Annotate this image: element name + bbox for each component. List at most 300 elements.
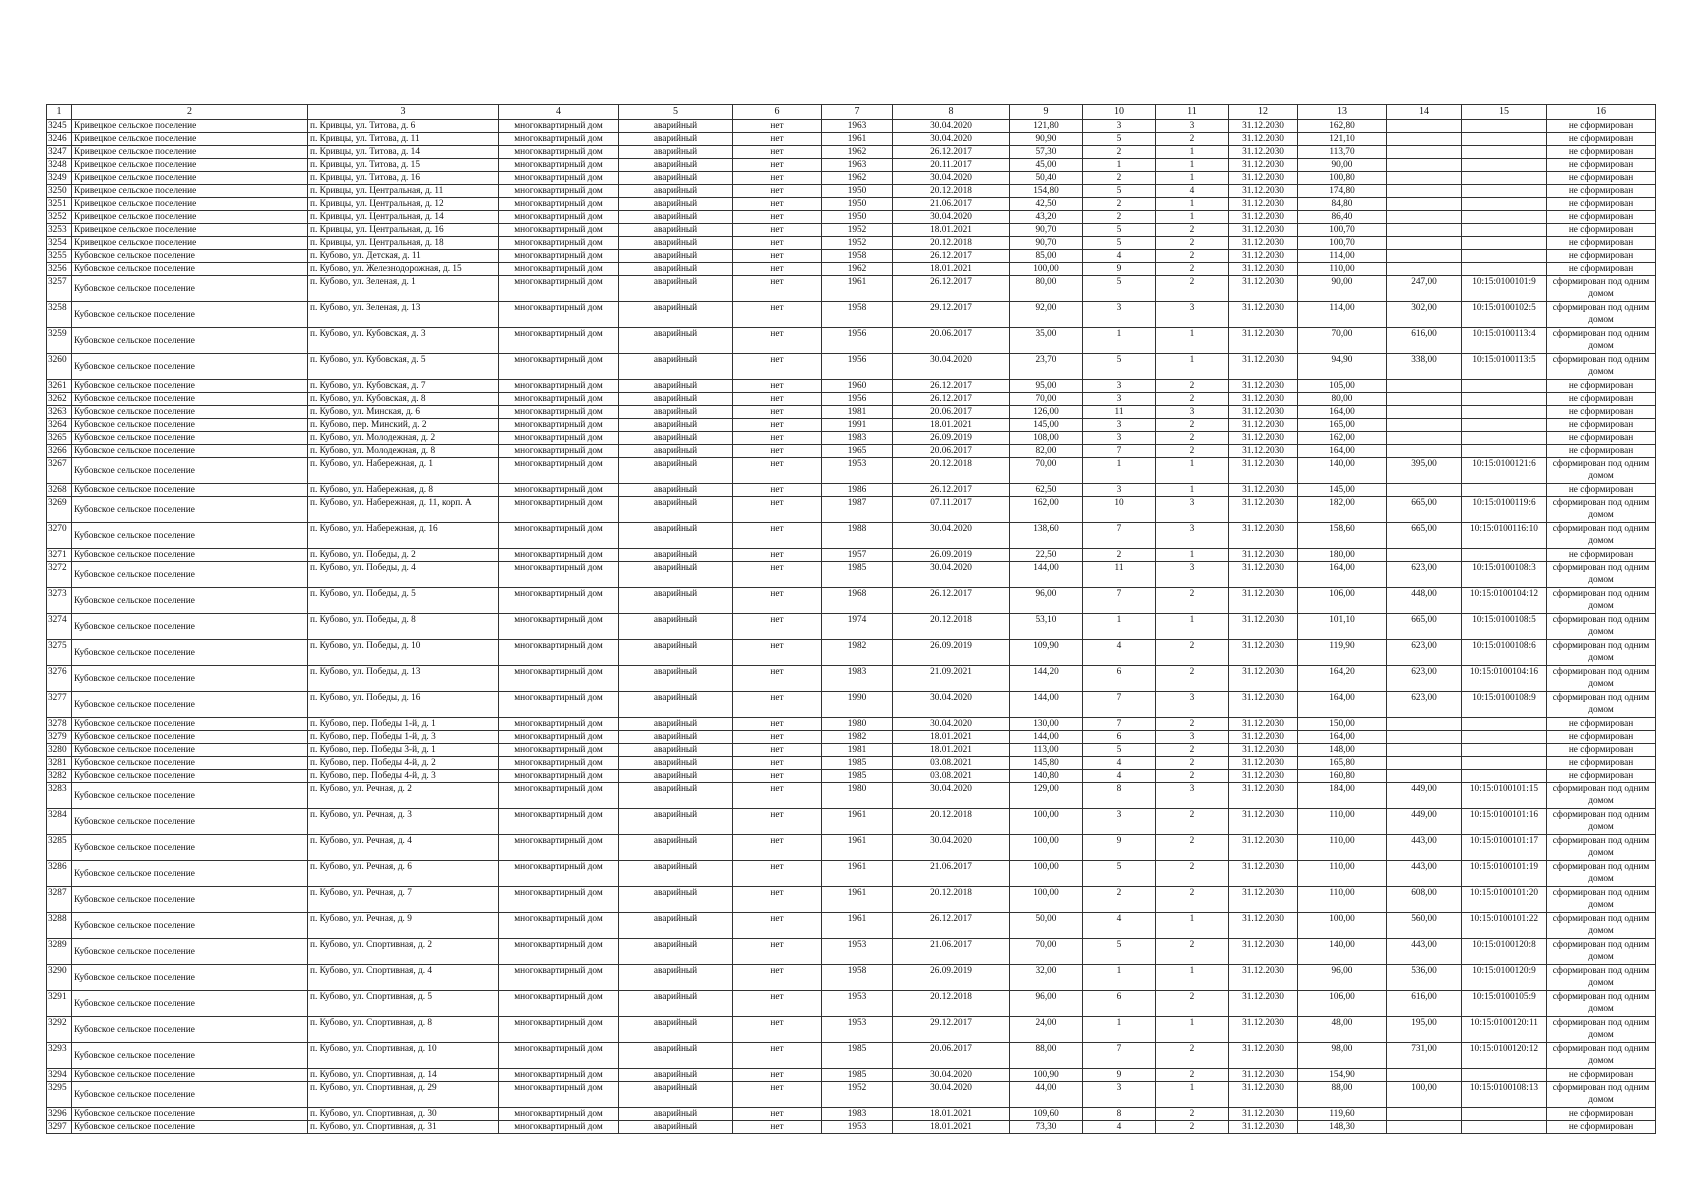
cell-building-type: многоквартирный дом [499, 380, 619, 393]
cell-condition: аварийный [619, 731, 733, 744]
cell-row-number: 3293 [47, 1043, 72, 1069]
cell-resettlement-deadline: 31.12.2030 [1229, 419, 1298, 432]
cell-address: п. Кубово, ул. Речная, д. 4 [308, 835, 499, 861]
cell-build-year: 1953 [822, 991, 893, 1017]
cell-residents: 2 [1083, 549, 1156, 562]
cell-row-number: 3289 [47, 939, 72, 965]
cell-apartments: 2 [1156, 1043, 1229, 1069]
cell-planned-area: 121,10 [1298, 133, 1387, 146]
cell-residents: 6 [1083, 666, 1156, 692]
cell-building-type: многоквартирный дом [499, 549, 619, 562]
cell-condition: аварийный [619, 1043, 733, 1069]
cell-apartments: 2 [1156, 380, 1229, 393]
cell-condition: аварийный [619, 757, 733, 770]
cell-planned-area: 113,70 [1298, 146, 1387, 159]
cell-building-type: многоквартирный дом [499, 731, 619, 744]
cell-emergency-flag: нет [733, 1017, 822, 1043]
cell-resettlement-deadline: 31.12.2030 [1229, 861, 1298, 887]
cell-condition: аварийный [619, 224, 733, 237]
cell-settlement: Кубовское сельское поселение [72, 939, 308, 965]
column-number-header-row [47, 105, 1656, 120]
cell-area: 42,50 [1010, 198, 1083, 211]
cell-building-type: многоквартирный дом [499, 835, 619, 861]
cell-planned-area: 101,10 [1298, 614, 1387, 640]
cell-address: п. Кубово, ул. Победы, д. 10 [308, 640, 499, 666]
cell-land-status: не сформирован [1547, 263, 1656, 276]
cell-emergency-flag: нет [733, 523, 822, 549]
cell-recognition-date: 26.09.2019 [893, 640, 1010, 666]
cell-cadastral-number [1462, 549, 1547, 562]
cell-recognition-date: 18.01.2021 [893, 224, 1010, 237]
cell-land-area [1387, 146, 1462, 159]
cell-row-number: 3297 [47, 1121, 72, 1134]
cell-condition: аварийный [619, 250, 733, 263]
cell-settlement: Кривецкое сельское поселение [72, 120, 308, 133]
cell-land-area [1387, 159, 1462, 172]
cell-area: 53,10 [1010, 614, 1083, 640]
cell-condition: аварийный [619, 1121, 733, 1134]
cell-resettlement-deadline: 31.12.2030 [1229, 1108, 1298, 1121]
cell-recognition-date: 26.09.2019 [893, 432, 1010, 445]
cell-apartments: 1 [1156, 458, 1229, 484]
cell-building-type: многоквартирный дом [499, 1017, 619, 1043]
cell-emergency-flag: нет [733, 419, 822, 432]
cell-row-number: 3271 [47, 549, 72, 562]
cell-land-status: не сформирован [1547, 445, 1656, 458]
cell-apartments: 1 [1156, 549, 1229, 562]
cell-land-status: сформирован под одним домом [1547, 276, 1656, 302]
cell-recognition-date: 26.12.2017 [893, 276, 1010, 302]
cell-resettlement-deadline: 31.12.2030 [1229, 302, 1298, 328]
column-header-8: 8 [893, 105, 1010, 120]
cell-cadastral-number: 10:15:0100119:6 [1462, 497, 1547, 523]
table-row [47, 562, 1656, 588]
cell-condition: аварийный [619, 783, 733, 809]
cell-settlement: Кубовское сельское поселение [72, 432, 308, 445]
cell-recognition-date: 30.04.2020 [893, 718, 1010, 731]
cell-apartments: 3 [1156, 497, 1229, 523]
cell-building-type: многоквартирный дом [499, 198, 619, 211]
cell-resettlement-deadline: 31.12.2030 [1229, 666, 1298, 692]
cell-planned-area: 164,00 [1298, 445, 1387, 458]
cell-build-year: 1957 [822, 549, 893, 562]
cell-build-year: 1963 [822, 159, 893, 172]
cell-emergency-flag: нет [733, 757, 822, 770]
cell-residents: 7 [1083, 718, 1156, 731]
cell-building-type: многоквартирный дом [499, 991, 619, 1017]
cell-resettlement-deadline: 31.12.2030 [1229, 1069, 1298, 1082]
cell-build-year: 1985 [822, 562, 893, 588]
cell-land-status: не сформирован [1547, 549, 1656, 562]
cell-land-area [1387, 770, 1462, 783]
cell-condition: аварийный [619, 991, 733, 1017]
table-row [47, 406, 1656, 419]
table-row [47, 159, 1656, 172]
cell-building-type: многоквартирный дом [499, 276, 619, 302]
cell-address: п. Кубово, ул. Спортивная, д. 5 [308, 991, 499, 1017]
cell-building-type: многоквартирный дом [499, 146, 619, 159]
cell-resettlement-deadline: 31.12.2030 [1229, 224, 1298, 237]
cell-row-number: 3276 [47, 666, 72, 692]
cell-apartments: 3 [1156, 783, 1229, 809]
cell-residents: 4 [1083, 640, 1156, 666]
cell-land-status: не сформирован [1547, 250, 1656, 263]
cell-land-area: 608,00 [1387, 887, 1462, 913]
cell-build-year: 1956 [822, 393, 893, 406]
cell-cadastral-number: 10:15:0100113:4 [1462, 328, 1547, 354]
cell-resettlement-deadline: 31.12.2030 [1229, 744, 1298, 757]
cell-land-area [1387, 445, 1462, 458]
cell-condition: аварийный [619, 770, 733, 783]
cell-land-area: 623,00 [1387, 562, 1462, 588]
cell-resettlement-deadline: 31.12.2030 [1229, 523, 1298, 549]
cell-resettlement-deadline: 31.12.2030 [1229, 913, 1298, 939]
cell-address: п. Кубово, ул. Спортивная, д. 8 [308, 1017, 499, 1043]
cell-row-number: 3260 [47, 354, 72, 380]
cell-emergency-flag: нет [733, 913, 822, 939]
table-row [47, 770, 1656, 783]
cell-land-area: 449,00 [1387, 809, 1462, 835]
cell-cadastral-number: 10:15:0100101:17 [1462, 835, 1547, 861]
table-row [47, 380, 1656, 393]
table-row [47, 432, 1656, 445]
cell-condition: аварийный [619, 1017, 733, 1043]
cell-build-year: 1953 [822, 939, 893, 965]
cell-recognition-date: 20.12.2018 [893, 185, 1010, 198]
cell-land-area [1387, 185, 1462, 198]
cell-resettlement-deadline: 31.12.2030 [1229, 211, 1298, 224]
cell-area: 70,00 [1010, 939, 1083, 965]
cell-land-status: не сформирован [1547, 757, 1656, 770]
cell-build-year: 1974 [822, 614, 893, 640]
cell-emergency-flag: нет [733, 1069, 822, 1082]
cell-recognition-date: 18.01.2021 [893, 1121, 1010, 1134]
cell-recognition-date: 18.01.2021 [893, 731, 1010, 744]
cell-cadastral-number [1462, 484, 1547, 497]
cell-area: 22,50 [1010, 549, 1083, 562]
cell-condition: аварийный [619, 614, 733, 640]
cell-planned-area: 148,30 [1298, 1121, 1387, 1134]
cell-area: 44,00 [1010, 1082, 1083, 1108]
cell-building-type: многоквартирный дом [499, 666, 619, 692]
table-row [47, 276, 1656, 302]
cell-resettlement-deadline: 31.12.2030 [1229, 1121, 1298, 1134]
cell-emergency-flag: нет [733, 354, 822, 380]
cell-condition: аварийный [619, 120, 733, 133]
table-row [47, 887, 1656, 913]
cell-row-number: 3292 [47, 1017, 72, 1043]
cell-settlement: Кривецкое сельское поселение [72, 159, 308, 172]
cell-resettlement-deadline: 31.12.2030 [1229, 198, 1298, 211]
cell-area: 109,60 [1010, 1108, 1083, 1121]
cell-address: п. Кубово, ул. Победы, д. 16 [308, 692, 499, 718]
cell-land-status: не сформирован [1547, 393, 1656, 406]
cell-row-number: 3253 [47, 224, 72, 237]
cell-address: п. Кубово, ул. Железнодорожная, д. 15 [308, 263, 499, 276]
cell-area: 130,00 [1010, 718, 1083, 731]
cell-build-year: 1950 [822, 198, 893, 211]
cell-building-type: многоквартирный дом [499, 302, 619, 328]
cell-address: п. Кривцы, ул. Титова, д. 15 [308, 159, 499, 172]
cell-land-area: 395,00 [1387, 458, 1462, 484]
cell-area: 145,00 [1010, 419, 1083, 432]
cell-emergency-flag: нет [733, 783, 822, 809]
cell-condition: аварийный [619, 861, 733, 887]
cell-building-type: многоквартирный дом [499, 523, 619, 549]
cell-build-year: 1956 [822, 354, 893, 380]
cell-apartments: 3 [1156, 120, 1229, 133]
cell-area: 144,00 [1010, 692, 1083, 718]
table-row [47, 666, 1656, 692]
cell-area: 100,00 [1010, 835, 1083, 861]
cell-building-type: многоквартирный дом [499, 692, 619, 718]
cell-build-year: 1985 [822, 770, 893, 783]
cell-address: п. Кубово, ул. Победы, д. 5 [308, 588, 499, 614]
cell-land-area: 731,00 [1387, 1043, 1462, 1069]
cell-emergency-flag: нет [733, 224, 822, 237]
cell-planned-area: 162,80 [1298, 120, 1387, 133]
cell-settlement: Кубовское сельское поселение [72, 835, 308, 861]
cell-residents: 7 [1083, 523, 1156, 549]
column-header-3: 3 [308, 105, 499, 120]
column-header-6: 6 [733, 105, 822, 120]
cell-resettlement-deadline: 31.12.2030 [1229, 1017, 1298, 1043]
cell-land-area [1387, 757, 1462, 770]
cell-cadastral-number: 10:15:0100108:9 [1462, 692, 1547, 718]
cell-residents: 2 [1083, 146, 1156, 159]
cell-land-status: сформирован под одним домом [1547, 666, 1656, 692]
cell-land-area: 616,00 [1387, 991, 1462, 1017]
cell-land-area [1387, 731, 1462, 744]
cell-area: 90,70 [1010, 237, 1083, 250]
cell-condition: аварийный [619, 172, 733, 185]
column-header-11: 11 [1156, 105, 1229, 120]
cell-planned-area: 84,80 [1298, 198, 1387, 211]
cell-planned-area: 94,90 [1298, 354, 1387, 380]
cell-residents: 11 [1083, 562, 1156, 588]
cell-resettlement-deadline: 31.12.2030 [1229, 484, 1298, 497]
cell-building-type: многоквартирный дом [499, 224, 619, 237]
cell-land-status: не сформирован [1547, 1069, 1656, 1082]
cell-settlement: Кубовское сельское поселение [72, 757, 308, 770]
cell-planned-area: 98,00 [1298, 1043, 1387, 1069]
cell-condition: аварийный [619, 692, 733, 718]
cell-emergency-flag: нет [733, 562, 822, 588]
table-row [47, 861, 1656, 887]
cell-settlement: Кубовское сельское поселение [72, 770, 308, 783]
cell-land-area [1387, 718, 1462, 731]
cell-recognition-date: 26.12.2017 [893, 588, 1010, 614]
cell-settlement: Кубовское сельское поселение [72, 718, 308, 731]
cell-apartments: 1 [1156, 1082, 1229, 1108]
cell-land-status: не сформирован [1547, 770, 1656, 783]
cell-condition: аварийный [619, 198, 733, 211]
table-row [47, 588, 1656, 614]
cell-area: 113,00 [1010, 744, 1083, 757]
cell-land-status: сформирован под одним домом [1547, 835, 1656, 861]
cell-residents: 3 [1083, 302, 1156, 328]
cell-land-area [1387, 198, 1462, 211]
cell-recognition-date: 21.06.2017 [893, 861, 1010, 887]
cell-land-status: не сформирован [1547, 419, 1656, 432]
cell-land-area: 443,00 [1387, 939, 1462, 965]
column-header-2: 2 [72, 105, 308, 120]
table-row [47, 458, 1656, 484]
cell-land-area [1387, 484, 1462, 497]
cell-land-area: 623,00 [1387, 692, 1462, 718]
cell-settlement: Кубовское сельское поселение [72, 614, 308, 640]
cell-row-number: 3273 [47, 588, 72, 614]
cell-land-status: не сформирован [1547, 120, 1656, 133]
table-row [47, 224, 1656, 237]
cell-land-area [1387, 263, 1462, 276]
cell-address: п. Кубово, ул. Речная, д. 6 [308, 861, 499, 887]
table-row [47, 185, 1656, 198]
cell-condition: аварийный [619, 887, 733, 913]
cell-settlement: Кубовское сельское поселение [72, 783, 308, 809]
cell-emergency-flag: нет [733, 185, 822, 198]
table-row [47, 302, 1656, 328]
cell-build-year: 1953 [822, 1121, 893, 1134]
cell-apartments: 2 [1156, 757, 1229, 770]
cell-build-year: 1985 [822, 757, 893, 770]
column-header-4: 4 [499, 105, 619, 120]
cell-land-status: сформирован под одним домом [1547, 458, 1656, 484]
cell-settlement: Кубовское сельское поселение [72, 302, 308, 328]
cell-apartments: 4 [1156, 185, 1229, 198]
table-row [47, 640, 1656, 666]
cell-cadastral-number [1462, 1069, 1547, 1082]
cell-row-number: 3272 [47, 562, 72, 588]
cell-cadastral-number: 10:15:0100101:22 [1462, 913, 1547, 939]
cell-address: п. Кривцы, ул. Титова, д. 11 [308, 133, 499, 146]
cell-land-area [1387, 406, 1462, 419]
cell-emergency-flag: нет [733, 588, 822, 614]
table-row [47, 692, 1656, 718]
cell-cadastral-number: 10:15:0100101:15 [1462, 783, 1547, 809]
cell-land-status: не сформирован [1547, 159, 1656, 172]
cell-cadastral-number [1462, 744, 1547, 757]
cell-row-number: 3261 [47, 380, 72, 393]
cell-settlement: Кубовское сельское поселение [72, 484, 308, 497]
cell-emergency-flag: нет [733, 809, 822, 835]
table-row [47, 549, 1656, 562]
cell-build-year: 1961 [822, 809, 893, 835]
table-row [47, 991, 1656, 1017]
cell-land-status: не сформирован [1547, 224, 1656, 237]
cell-apartments: 2 [1156, 809, 1229, 835]
cell-recognition-date: 20.12.2018 [893, 614, 1010, 640]
cell-area: 90,70 [1010, 224, 1083, 237]
cell-area: 126,00 [1010, 406, 1083, 419]
cell-apartments: 3 [1156, 731, 1229, 744]
cell-cadastral-number [1462, 250, 1547, 263]
cell-residents: 2 [1083, 198, 1156, 211]
cell-emergency-flag: нет [733, 861, 822, 887]
cell-cadastral-number [1462, 159, 1547, 172]
cell-land-area [1387, 393, 1462, 406]
housing-table [46, 104, 1656, 1134]
cell-land-status: не сформирован [1547, 432, 1656, 445]
cell-resettlement-deadline: 31.12.2030 [1229, 328, 1298, 354]
cell-emergency-flag: нет [733, 835, 822, 861]
cell-cadastral-number [1462, 770, 1547, 783]
cell-settlement: Кубовское сельское поселение [72, 276, 308, 302]
cell-area: 50,40 [1010, 172, 1083, 185]
cell-apartments: 3 [1156, 523, 1229, 549]
cell-land-area: 100,00 [1387, 1082, 1462, 1108]
cell-area: 100,90 [1010, 1069, 1083, 1082]
cell-apartments: 1 [1156, 354, 1229, 380]
cell-planned-area: 184,00 [1298, 783, 1387, 809]
cell-address: п. Кубово, ул. Молодежная, д. 8 [308, 445, 499, 458]
cell-build-year: 1985 [822, 1069, 893, 1082]
cell-planned-area: 110,00 [1298, 861, 1387, 887]
cell-resettlement-deadline: 31.12.2030 [1229, 458, 1298, 484]
cell-row-number: 3286 [47, 861, 72, 887]
cell-condition: аварийный [619, 939, 733, 965]
cell-condition: аварийный [619, 380, 733, 393]
cell-area: 43,20 [1010, 211, 1083, 224]
cell-settlement: Кубовское сельское поселение [72, 406, 308, 419]
cell-settlement: Кривецкое сельское поселение [72, 172, 308, 185]
cell-build-year: 1981 [822, 406, 893, 419]
cell-settlement: Кубовское сельское поселение [72, 666, 308, 692]
cell-address: п. Кубово, ул. Зеленая, д. 13 [308, 302, 499, 328]
cell-settlement: Кубовское сельское поселение [72, 692, 308, 718]
cell-apartments: 2 [1156, 393, 1229, 406]
cell-recognition-date: 18.01.2021 [893, 1108, 1010, 1121]
cell-condition: аварийный [619, 185, 733, 198]
cell-cadastral-number [1462, 146, 1547, 159]
cell-planned-area: 80,00 [1298, 393, 1387, 406]
cell-land-area [1387, 211, 1462, 224]
cell-emergency-flag: нет [733, 328, 822, 354]
cell-row-number: 3283 [47, 783, 72, 809]
cell-row-number: 3263 [47, 406, 72, 419]
cell-apartments: 2 [1156, 887, 1229, 913]
table-row [47, 328, 1656, 354]
cell-building-type: многоквартирный дом [499, 458, 619, 484]
cell-row-number: 3247 [47, 146, 72, 159]
cell-apartments: 2 [1156, 419, 1229, 432]
cell-recognition-date: 20.06.2017 [893, 1043, 1010, 1069]
cell-condition: аварийный [619, 276, 733, 302]
cell-land-status: сформирован под одним домом [1547, 640, 1656, 666]
cell-residents: 8 [1083, 783, 1156, 809]
cell-recognition-date: 20.12.2018 [893, 809, 1010, 835]
cell-condition: аварийный [619, 419, 733, 432]
cell-apartments: 2 [1156, 770, 1229, 783]
cell-residents: 11 [1083, 406, 1156, 419]
cell-apartments: 2 [1156, 835, 1229, 861]
cell-resettlement-deadline: 31.12.2030 [1229, 406, 1298, 419]
cell-planned-area: 158,60 [1298, 523, 1387, 549]
cell-settlement: Кубовское сельское поселение [72, 445, 308, 458]
cell-resettlement-deadline: 31.12.2030 [1229, 939, 1298, 965]
cell-address: п. Кубово, пер. Победы 3-й, д. 1 [308, 744, 499, 757]
cell-building-type: многоквартирный дом [499, 614, 619, 640]
cell-planned-area: 164,00 [1298, 731, 1387, 744]
column-header-7: 7 [822, 105, 893, 120]
cell-emergency-flag: нет [733, 250, 822, 263]
cell-condition: аварийный [619, 393, 733, 406]
cell-build-year: 1962 [822, 172, 893, 185]
cell-cadastral-number [1462, 718, 1547, 731]
cell-planned-area: 165,80 [1298, 757, 1387, 770]
cell-planned-area: 96,00 [1298, 965, 1387, 991]
cell-emergency-flag: нет [733, 237, 822, 250]
